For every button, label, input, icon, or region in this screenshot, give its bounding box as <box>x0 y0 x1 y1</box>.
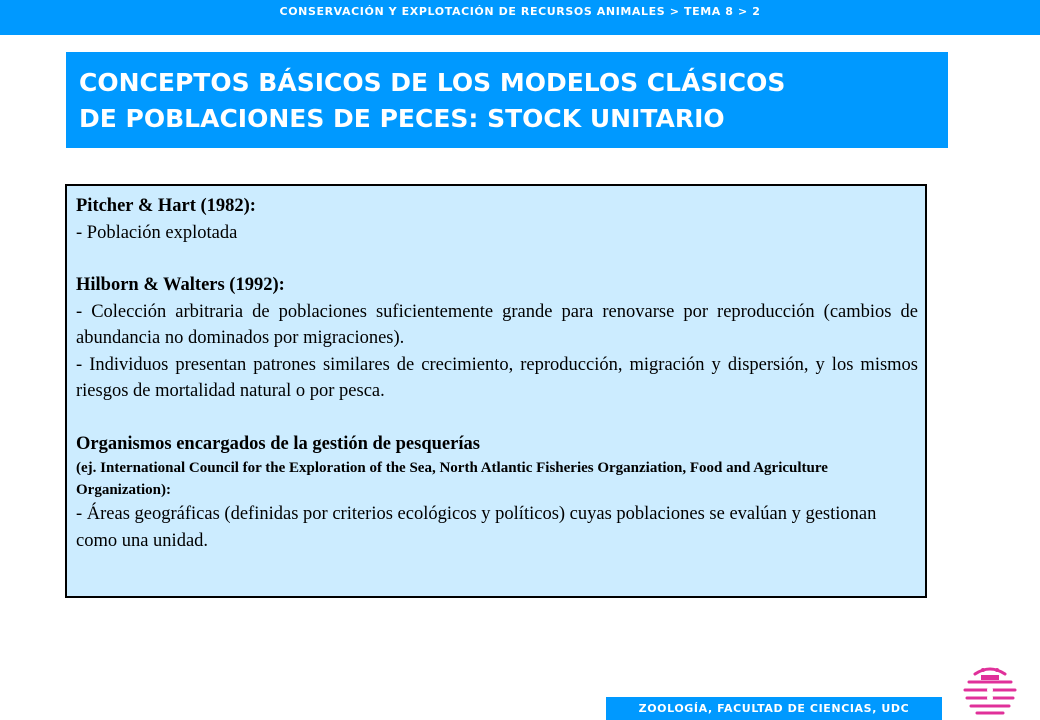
section-item-poblacion-explotada: - Población explotada <box>76 222 238 243</box>
title-line-1: CONCEPTOS BÁSICOS DE LOS MODELOS CLÁSICOS <box>79 68 786 97</box>
section-heading-pitcher-hart: Pitcher & Hart (1982): <box>76 196 256 216</box>
udc-logo-icon <box>955 660 1025 718</box>
section-subheading-examples: (ej. International Council for the Exploration of the Sea, North Atlantic Fisheries Organziation, Food and Agriculture Organization): <box>76 460 828 498</box>
page-title <box>66 52 948 148</box>
breadcrumb: CONSERVACIÓN Y EXPLOTACIÓN DE RECURSOS ANIMALES > TEMA 8 > 2 <box>279 5 761 18</box>
section-item-individuos: - Individuos presentan patrones similares de crecimiento, reproducción, migración y dispersión, y los mismos riesgos de mortalidad natural o por pesca. <box>76 354 918 401</box>
spacer <box>76 246 918 272</box>
title-line-2: DE POBLACIONES DE PECES: STOCK UNITARIO <box>79 104 725 133</box>
content-box <box>65 184 927 598</box>
section-item-coleccion: - Colección arbitraria de poblaciones suficientemente grande para renovarse por reproducción (cambios de abundancia no dominados por migraciones). <box>76 301 918 348</box>
section-heading-organismos: Organismos encargados de la gestión de pesquerías <box>76 433 480 454</box>
section-heading-hilborn-walters: Hilborn & Walters (1992): <box>76 275 285 295</box>
spacer <box>76 405 918 431</box>
footer-bar <box>606 697 942 720</box>
section-item-areas: - Áreas geográficas (definidas por criterios ecológicos y políticos) cuyas poblaciones se evalúan y gestionan como una unidad. <box>76 504 877 551</box>
footer-text: ZOOLOGÍA, FACULTAD DE CIENCIAS, UDC <box>638 702 910 715</box>
breadcrumb-bar <box>0 0 1040 35</box>
